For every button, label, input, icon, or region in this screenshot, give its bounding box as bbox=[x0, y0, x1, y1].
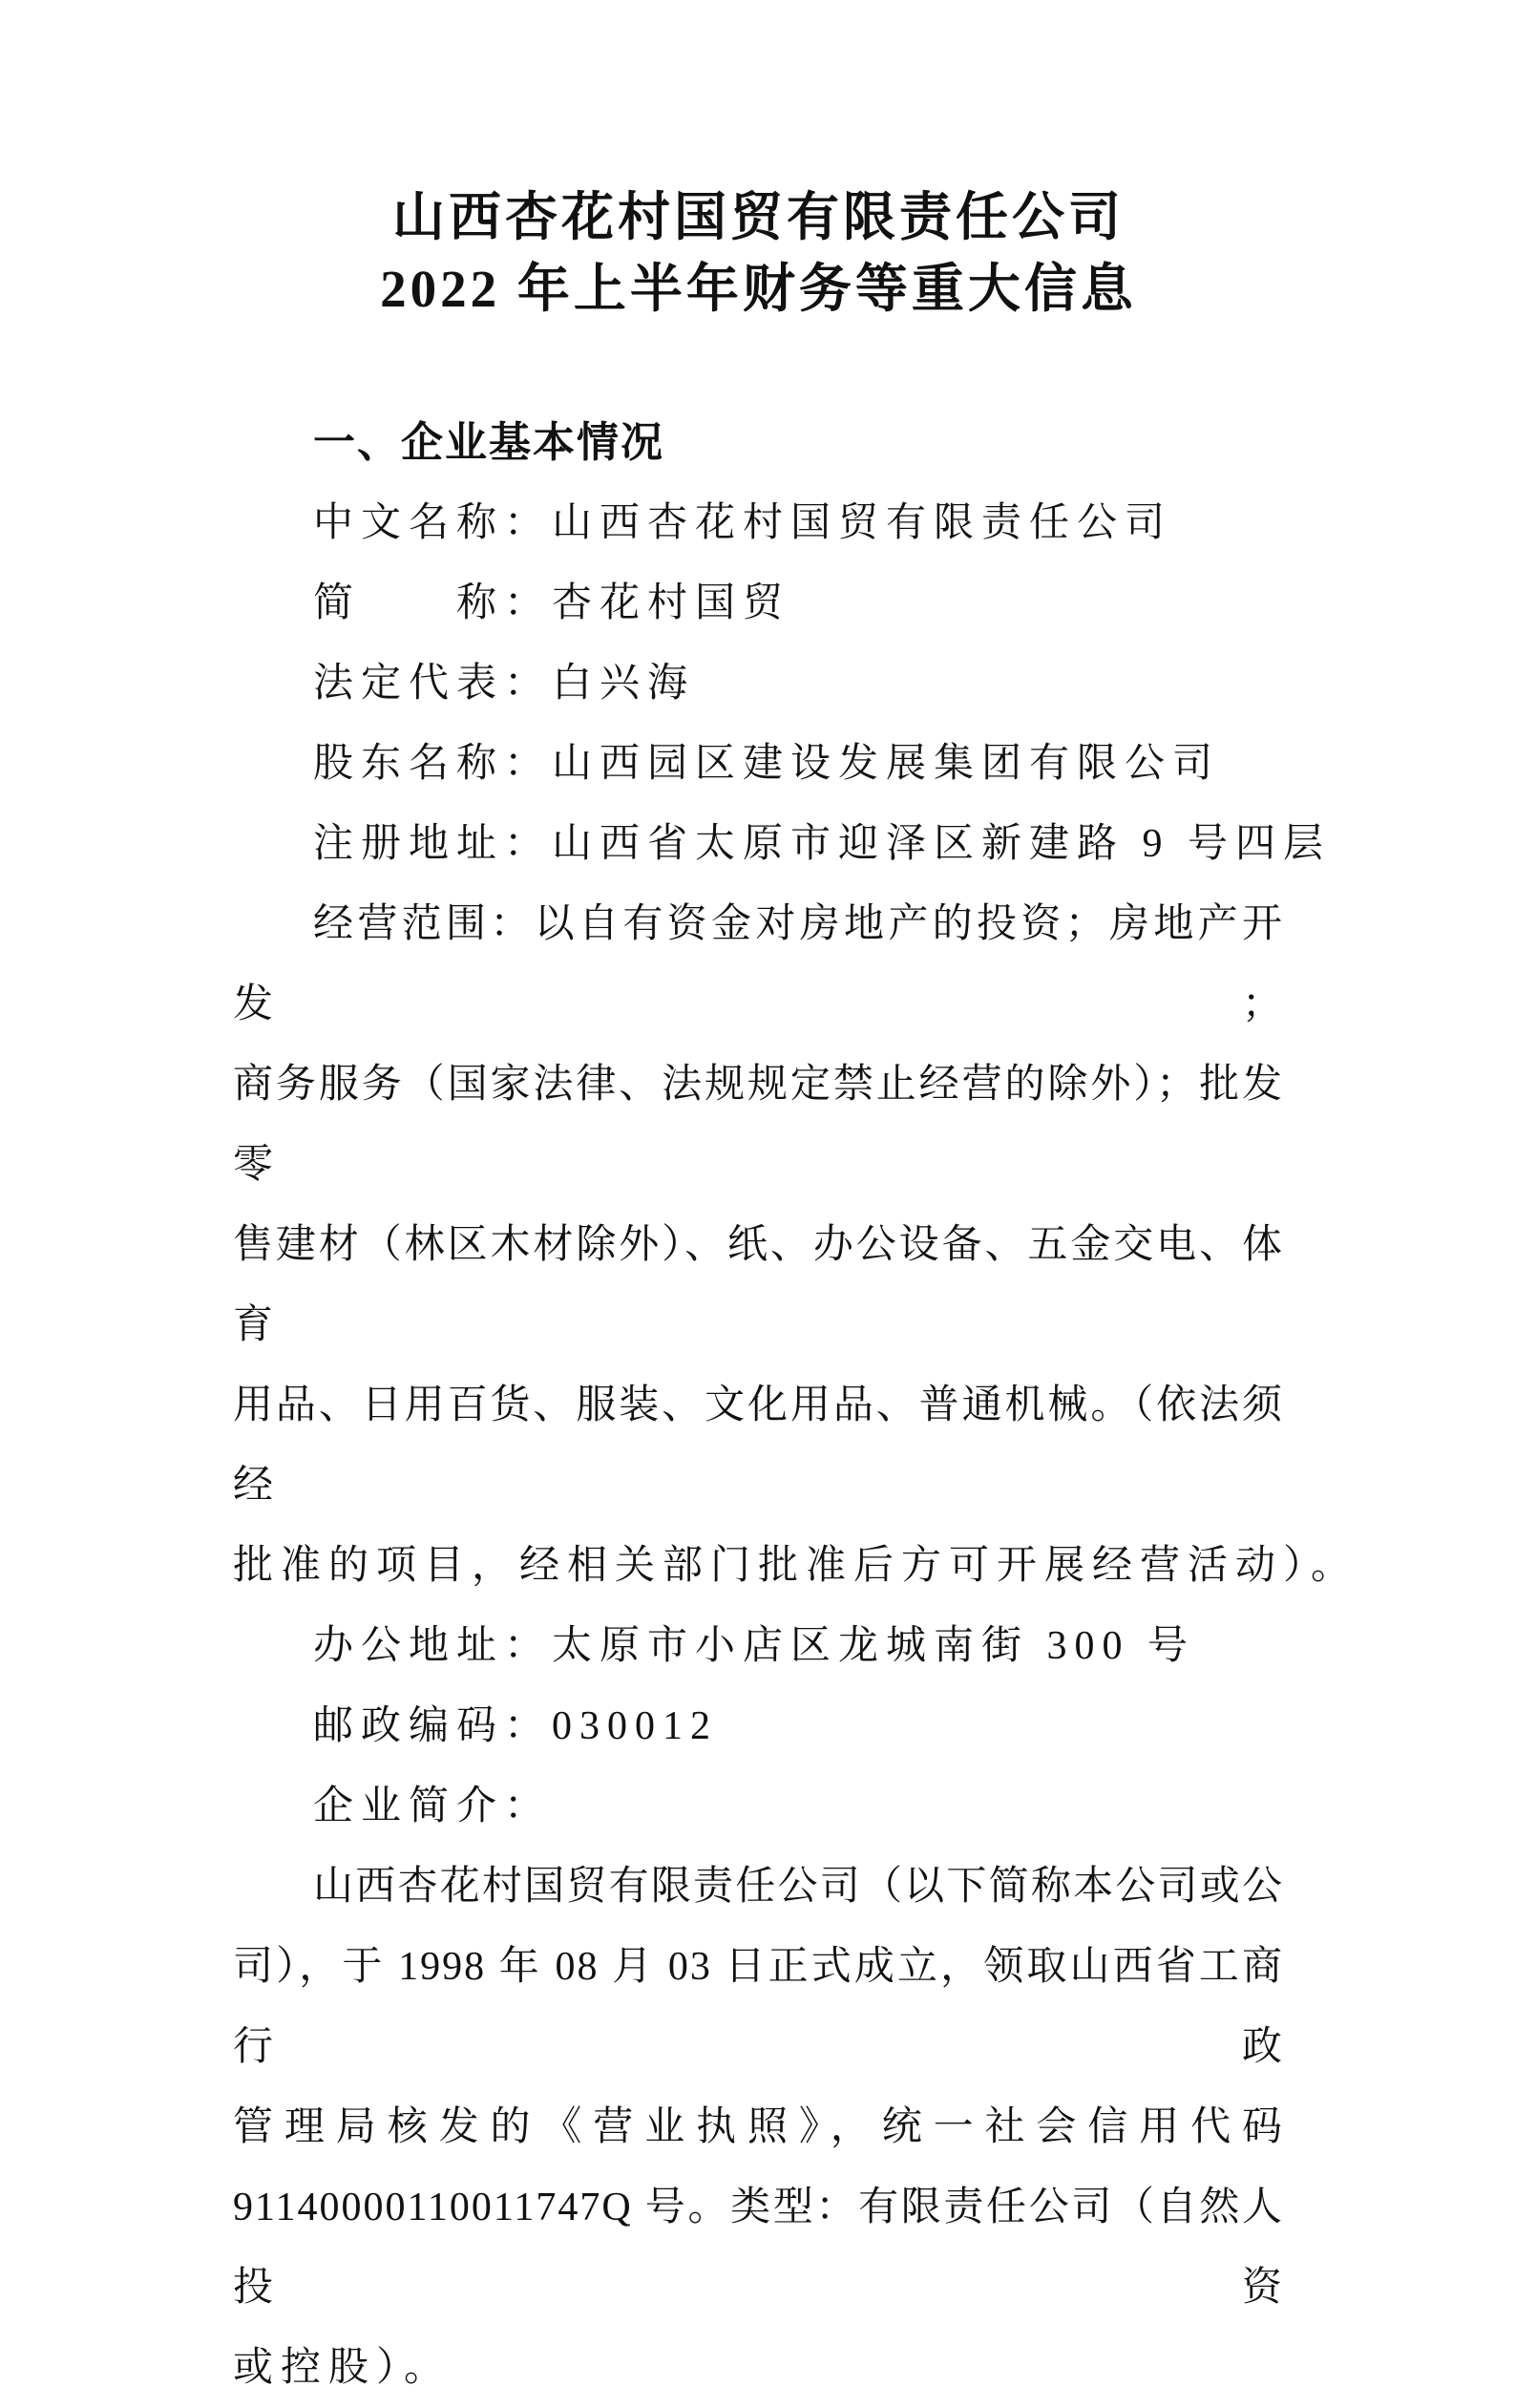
doc-line: 商务服务（国家法律、法规规定禁止经营的除外）；批发零 bbox=[233, 1063, 1284, 1187]
doc-line: 管理局核发的《营业执照》，统一社会信用代码 bbox=[233, 2105, 1284, 2149]
doc-line: 法定代表：白兴海 bbox=[313, 662, 696, 706]
doc-line: 山西杏花村国贸有限责任公司（以下简称本公司或公 bbox=[313, 1865, 1284, 1909]
doc-line: 股东名称：山西园区建设发展集团有限公司 bbox=[313, 742, 1221, 786]
section-heading: 一、企业基本情况 bbox=[313, 419, 664, 466]
doc-line: 批准的项目，经相关部门批准后方可开展经营活动）。 bbox=[233, 1544, 1359, 1588]
doc-line: 售建材（林区木材除外）、纸、办公设备、五金交电、体育 bbox=[233, 1223, 1284, 1347]
document-content bbox=[233, 0, 1359, 2408]
body-lines bbox=[233, 483, 1359, 2408]
doc-line: 注册地址：山西省太原市迎泽区新建路 9 号四层 bbox=[313, 822, 1332, 866]
doc-line: 企业简介： bbox=[313, 1785, 553, 1828]
doc-line: 经营范围：以自有资金对房地产的投资；房地产开发； bbox=[233, 902, 1284, 1026]
title-line: 山西杏花村国贸有限责任公司 bbox=[391, 188, 1125, 246]
doc-line: 司），于 1998 年 08 月 03 日正式成立，领取山西省工商行政 bbox=[233, 1945, 1284, 2069]
document-title bbox=[233, 181, 1284, 325]
doc-line: 办公地址：太原市小店区龙城南街 300 号 bbox=[313, 1624, 1196, 1668]
doc-line: 或控股）。 bbox=[233, 2346, 452, 2390]
doc-line: 中文名称：山西杏花村国贸有限责任公司 bbox=[313, 501, 1173, 545]
doc-line: 简 称：杏花村国贸 bbox=[313, 581, 791, 625]
title-line: 2022 年上半年财务等重大信息 bbox=[380, 260, 1137, 318]
doc-line: 用品、日用百货、服装、文化用品、普通机械。（依法须经 bbox=[233, 1384, 1284, 1508]
doc-line: 91140000110011747Q 号。类型：有限责任公司（自然人投资 bbox=[233, 2186, 1284, 2310]
doc-line: 邮政编码：030012 bbox=[313, 1704, 719, 1748]
